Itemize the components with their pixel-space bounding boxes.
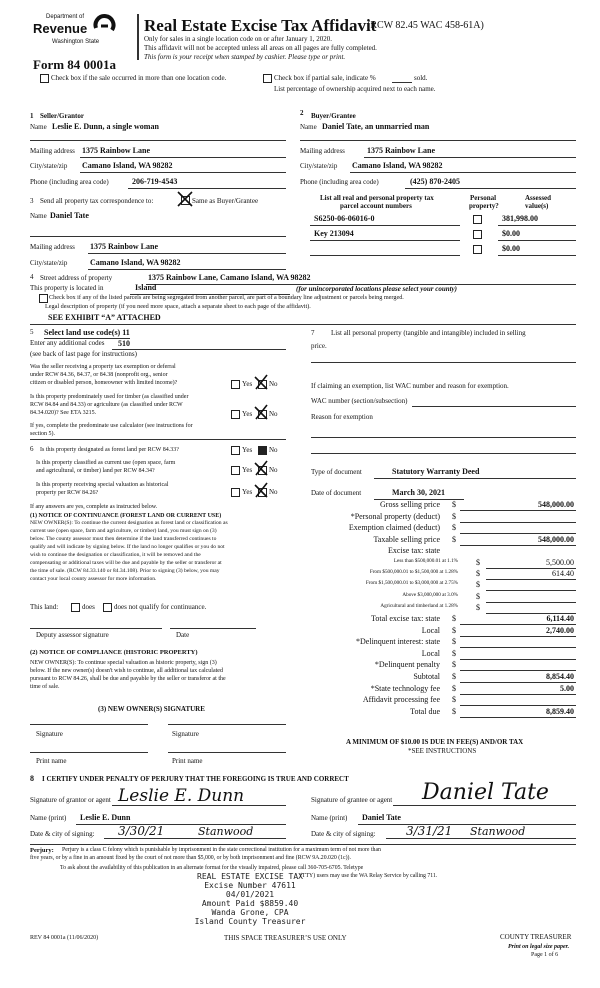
historic-no-check-mark-icon <box>253 481 269 499</box>
grantee-signature-line <box>393 805 576 806</box>
county-treasurer-label: COUNTY TREASURER <box>500 933 572 941</box>
current-use-no-check-mark-icon <box>253 459 269 477</box>
new-owner-print-label-2: Print name <box>172 757 203 765</box>
continuance-text-7: the time of sale. (RCW 84.33.140 or 84.34.108). Prior to signing (3) below, you may <box>30 568 220 574</box>
calc-row-label: Total due <box>410 706 440 716</box>
perjury-certification: I CERTIFY UNDER PENALTY OF PERJURY THAT THE FOREGOING IS TRUE AND CORRECT <box>42 775 349 783</box>
calc-row-label: Less than $500,000.01 at 1.1% <box>393 558 458 564</box>
header-divider <box>137 14 139 60</box>
grantee-date-city-line <box>386 838 576 839</box>
dollar-sign: $ <box>452 523 456 533</box>
dollar-sign: $ <box>476 569 480 579</box>
personal-property-checkbox[interactable] <box>473 245 482 254</box>
buyer-phone-rule <box>405 188 576 189</box>
seller-rule <box>30 140 286 141</box>
calc-row-value[interactable]: 548,000.00 <box>538 534 574 544</box>
buyer-heading: Buyer/Grantee <box>311 112 356 120</box>
personal-property-label-1: List all personal property (tangible and intangible) included in selling <box>331 329 526 337</box>
stamp-line: 04/01/2021 <box>225 890 275 899</box>
additional-codes[interactable]: 510 <box>118 339 130 348</box>
calc-row-line <box>460 636 576 637</box>
dollar-sign: $ <box>452 706 456 716</box>
seller-phone-rule <box>128 188 286 189</box>
calc-row-line <box>460 717 576 718</box>
continuance-text-5: wish to continue the designation or classification, it will be removed and the <box>30 552 201 558</box>
does-not-qualify-checkbox[interactable] <box>103 603 112 612</box>
new-owner-print-line-2 <box>168 752 286 753</box>
calc-row-line <box>486 579 576 580</box>
exemption-question-3: citizen or disabled person, homeowner with limited income)? <box>30 380 178 386</box>
segregated-checkbox[interactable] <box>39 294 48 303</box>
section8-num: 8 <box>30 774 34 783</box>
parcels-col3-header-2: value(s) <box>525 202 549 210</box>
document-type-line <box>374 478 576 479</box>
new-owner-signature-heading: (3) NEW OWNER(S) SIGNATURE <box>98 705 205 713</box>
buyer-num: 2 <box>300 109 304 117</box>
exemption-no-check-mark-icon <box>253 373 269 391</box>
forest-yes-checkbox[interactable] <box>231 446 240 455</box>
calc-row-line <box>460 624 576 625</box>
stamp-line: Amount Paid $8859.40 <box>201 899 299 908</box>
partial-sale-checkbox[interactable] <box>263 74 272 83</box>
dollar-sign: $ <box>476 602 480 612</box>
section7-num: 7 <box>311 329 315 337</box>
dollar-sign: $ <box>452 614 456 623</box>
grantee-signature-label: Signature of grantee or agent <box>311 796 393 804</box>
calc-row-value[interactable]: 6,114.40 <box>546 614 574 623</box>
parcels-col2-header-1: Personal <box>470 194 497 202</box>
calc-row-label: *State technology fee <box>370 683 440 693</box>
dollar-sign: $ <box>452 511 456 521</box>
buyer-phone-label: Phone (including area code) <box>300 178 379 186</box>
section3-city-rule <box>88 269 286 270</box>
see-instructions-note: *SEE INSTRUCTIONS <box>408 747 477 755</box>
parcel-value-rule <box>498 225 576 226</box>
seller-name-label: Name <box>30 123 47 131</box>
exemption-reason-line <box>311 437 576 438</box>
exemption-question-2: under RCW 84.36, 84.37, or 84.38 (nonprofit org., senior <box>30 372 168 378</box>
personal-property-checkbox[interactable] <box>473 215 482 224</box>
dollar-sign: $ <box>452 534 456 544</box>
exemption-yes-label: Yes <box>242 380 253 388</box>
dor-swoosh-icon <box>92 14 116 36</box>
section3-city-label: City/state/zip <box>30 259 68 267</box>
historic-text-4: time of sale. <box>30 684 60 690</box>
document-type-label: Type of document <box>311 468 362 476</box>
perjury-label: Perjury: <box>30 847 54 854</box>
calc-row-label: Total excise tax: state <box>371 614 440 623</box>
calc-row-line <box>460 659 576 660</box>
wac-number-label: WAC number (section/subsection) <box>311 397 408 405</box>
forest-yes-label: Yes <box>242 446 253 454</box>
exhibit-attached: SEE EXHIBIT “A” ATTACHED <box>48 313 161 322</box>
exemption-reason-line-2 <box>311 453 576 454</box>
continuance-text-1: NEW OWNER(S): To continue the current designation as forest land or classification as <box>30 520 228 526</box>
dollar-sign: $ <box>452 637 456 647</box>
current-use-question-2: and agricultural, or timber) land per RCW 84.34? <box>36 468 155 474</box>
grantee-date[interactable]: 3/31/21 <box>406 824 453 838</box>
grantor-print-label: Name (print) <box>30 814 67 822</box>
exemption-reason-label: Reason for exemption <box>311 413 373 421</box>
grantee-print-line <box>358 824 576 825</box>
document-date-label: Date of document <box>311 489 362 497</box>
does-qualify-label: does <box>82 603 95 611</box>
dollar-sign: $ <box>476 558 480 567</box>
grantee-city[interactable]: Stanwood <box>470 825 526 838</box>
parcel-number[interactable]: S6250-06-06016-0 <box>314 214 375 223</box>
grantor-date-city-line <box>104 838 286 839</box>
additional-codes-rule <box>112 349 286 350</box>
historic-yes-label: Yes <box>242 488 253 496</box>
legal-paper-note: Print on legal size paper. <box>508 944 570 950</box>
section3-name[interactable]: Daniel Tate <box>50 211 89 220</box>
grantor-print-line <box>76 824 286 825</box>
land-use-code[interactable]: Select land use code(s) 11 <box>44 328 130 337</box>
partial-sale-sold: sold. <box>414 74 428 82</box>
multi-location-label: Check box if the sale occurred in more than one location code. <box>51 74 227 82</box>
seller-mailing-label: Mailing address <box>30 147 75 155</box>
calc-row-label: From $1,500,000.01 to $3,000,000 at 2.75% <box>365 580 458 587</box>
dor-logo-line3: Washington State <box>52 39 100 45</box>
section3-mailing[interactable]: 1375 Rainbow Lane <box>90 242 159 251</box>
dollar-sign: $ <box>452 695 456 705</box>
calc-row-value[interactable]: 5.00 <box>560 683 574 693</box>
grantor-date-city-label: Date & city of signing: <box>30 830 95 838</box>
multi-location-checkbox[interactable] <box>40 74 49 83</box>
located-in[interactable]: Island <box>135 283 157 292</box>
calc-row-value[interactable]: 5,500.00 <box>546 558 574 567</box>
seller-city-rule <box>80 172 286 173</box>
continuance-text-4: qualify and will indicate by signing below. If the land no longer qualifies or you do not <box>30 544 225 550</box>
calc-row-line <box>460 694 576 695</box>
section3-label: Send all property tax correspondence to: <box>40 197 154 205</box>
buyer-name[interactable]: Daniel Tate, an unmarried man <box>322 122 430 131</box>
parcel-assessed-value[interactable]: 381,998.00 <box>502 214 538 223</box>
historic-question-1: Is this property receiving special valuation as historical <box>36 482 169 488</box>
continuance-text-2: current use (open space, farm and agriculture, or timber) land, you must sign on (3) <box>30 528 217 534</box>
personal-property-checkbox[interactable] <box>473 230 482 239</box>
current-use-no-label: No <box>269 466 278 474</box>
parcel-rule <box>310 225 460 226</box>
section4-rule <box>30 324 576 325</box>
seller-mailing-rule <box>80 157 286 158</box>
buyer-name-label: Name <box>300 123 317 131</box>
this-land-label: This land: <box>30 603 59 611</box>
street-address-label: Street address of property <box>40 274 113 282</box>
accessibility-note-2: (TTY) users may use the WA Relay Service by calling 711. <box>300 873 438 879</box>
wac-number-line <box>412 406 576 407</box>
perjury-text-1: Perjury is a class C felony which is punishable by imprisonment in the state correctional institution for a maximum term of not more than <box>62 847 381 853</box>
calc-row-label: Local <box>421 625 440 635</box>
deputy-signature-line <box>30 628 162 629</box>
parcel-value-rule <box>498 240 576 241</box>
dollar-sign: $ <box>452 683 456 693</box>
buyer-city-label: City/state/zip <box>300 162 338 170</box>
new-owner-signature-label-2: Signature <box>172 730 199 738</box>
calc-row-label: Local <box>421 648 440 658</box>
timber-no-check-mark-icon <box>253 403 269 421</box>
buyer-mailing-rule <box>364 157 576 158</box>
new-owner-signature-line-1 <box>30 724 148 725</box>
header-note-2: This affidavit will not be accepted unless all areas on all pages are fully completed. <box>144 44 377 52</box>
dollar-sign: $ <box>452 648 456 658</box>
new-owner-print-label-1: Print name <box>36 757 67 765</box>
deputy-date-label: Date <box>176 631 190 639</box>
calc-row-label: *Personal property (deduct) <box>350 511 440 521</box>
calculator-note-1: If yes, complete the predominate use calculator (see instructions for <box>30 423 193 429</box>
form-title: Real Estate Excise Tax Affidavit <box>144 16 377 35</box>
dor-logo <box>30 12 120 52</box>
seller-name[interactable]: Leslie E. Dunn, a single woman <box>52 122 159 131</box>
section3-name-label: Name <box>30 212 47 220</box>
historic-text-3: pursuant to RCW 84.26, shall be due and payable by the seller or transferor at the <box>30 676 226 682</box>
section4-num: 4 <box>30 273 34 281</box>
grantee-print-label: Name (print) <box>311 814 348 822</box>
calc-row-label: Taxable selling price <box>373 534 440 544</box>
grantor-date[interactable]: 3/30/21 <box>118 824 165 838</box>
calc-row-line <box>460 522 576 523</box>
buyer-mailing[interactable]: 1375 Rainbow Lane <box>367 146 436 155</box>
grantor-signature[interactable]: Leslie E. Dunn <box>118 786 245 806</box>
treasurer-use-label: THIS SPACE TREASURER’S USE ONLY <box>224 934 347 942</box>
seller-num: 1 <box>30 112 34 120</box>
new-owner-signature-label-1: Signature <box>36 730 63 738</box>
dollar-sign: $ <box>452 660 456 670</box>
dollar-sign: $ <box>476 591 480 601</box>
form-number: Form 84 0001a <box>33 57 117 72</box>
partial-sale-label: Check box if partial sale, indicate % <box>274 74 376 82</box>
section3-mailing-rule <box>88 253 286 254</box>
continuance-text-3: below. The county assessor must then determine if the land transferred continues to <box>30 536 217 542</box>
excise-tax-state-label: Excise tax: state <box>388 546 440 556</box>
revision-label: REV 84 0001a (11/06/2020) <box>30 935 99 941</box>
buyer-city[interactable]: Camano Island, WA 98282 <box>352 161 443 170</box>
exemption-no-label: No <box>269 380 278 388</box>
grantee-print-name[interactable]: Daniel Tate <box>362 813 401 822</box>
calc-row-value[interactable]: 548,000.00 <box>538 500 574 509</box>
seller-mailing[interactable]: 1375 Rainbow Lane <box>82 146 151 155</box>
grantor-city[interactable]: Stanwood <box>198 825 254 838</box>
parcels-col1-header-1: List all real and personal property tax <box>320 194 434 202</box>
treasurer-stamp <box>150 872 350 926</box>
timber-yes-label: Yes <box>242 410 253 418</box>
located-in-label: This property is located in <box>30 284 104 292</box>
stamp-line: Wanda Grone, CPA <box>211 908 289 917</box>
continuance-text-8: contact your local county assessor for more information. <box>30 576 157 582</box>
footer-rule <box>30 844 576 845</box>
seller-city-label: City/state/zip <box>30 162 68 170</box>
accessibility-note: To ask about the availability of this publication in an alternate format for the visually impaired, please call 360-705-6705. Teletype <box>60 865 364 871</box>
section3-num: 3 <box>30 197 34 205</box>
street-address[interactable]: 1375 Rainbow Lane, Camano Island, WA 98282 <box>148 273 311 282</box>
timber-question-3: 84.34.020)? See ETA 3215. <box>30 410 97 416</box>
grantee-date-city-label: Date & city of signing: <box>311 830 376 838</box>
ownership-percentage-note: List percentage of ownership acquired next to each name. <box>274 85 436 93</box>
calc-row-label: Agricultural and timberland at 1.28% <box>380 602 458 609</box>
calc-row-label: From $500,000.01 to $1,500,000 at 1.28% <box>369 569 458 576</box>
dollar-sign: $ <box>452 672 456 681</box>
dollar-sign: $ <box>452 625 456 635</box>
header-note-1: Only for sales in a single location code on or after January 1, 2020. <box>144 35 332 43</box>
calc-row-line <box>460 545 576 546</box>
stamp-line: Island County Treasurer <box>194 917 306 926</box>
parcel-rule <box>310 240 460 241</box>
does-qualify-checkbox[interactable] <box>71 603 80 612</box>
personal-property-line <box>311 362 576 363</box>
historic-yes-checkbox[interactable] <box>231 488 240 497</box>
calc-row-label: Subtotal <box>413 672 440 681</box>
current-use-yes-checkbox[interactable] <box>231 466 240 475</box>
forest-land-question: Is this property designated as forest land per RCW 84.33? <box>40 447 179 453</box>
parcel-rule <box>310 255 460 256</box>
calc-row-value[interactable]: 8,854.40 <box>546 672 574 681</box>
form-title-ref: (RCW 82.45 WAC 458-61A) <box>367 20 484 31</box>
historic-text-1: NEW OWNER(S): To continue special valuation as historic property, sign (3) <box>30 660 217 666</box>
calc-row-value[interactable]: 2,740.00 <box>546 625 574 635</box>
calc-row-label: Above $3,000,000 at 3.0% <box>402 591 458 598</box>
calc-row-value[interactable]: 614.40 <box>552 569 574 579</box>
seller-city[interactable]: Camano Island, WA 98282 <box>82 161 173 170</box>
section5-num: 5 <box>30 328 34 336</box>
buyer-phone[interactable]: (425) 870-2405 <box>410 177 460 186</box>
exemption-yes-checkbox[interactable] <box>231 380 240 389</box>
timber-question-2: RCW 84.84 and 84.33) or agriculture (as classified under RCW <box>30 402 183 408</box>
calc-row-label: Exemption claimed (deduct) <box>348 523 440 533</box>
continuance-text-6: compensating or additional taxes will be due and payable by the seller or transferor at <box>30 560 222 566</box>
new-owner-signature-line-2 <box>168 724 286 725</box>
calc-row-line <box>460 682 576 683</box>
calc-row-line <box>460 647 576 648</box>
personal-property-label-2: price. <box>311 342 327 350</box>
historic-text-2: below. If the new owner(s) doesn't wish to continue, all additional tax calculated <box>30 668 223 674</box>
dor-logo-line2: Revenue <box>33 21 88 36</box>
perjury-text-2: five years, or by a fine in an amount fixed by the court of not more than $5,000, or by both imprisonment and fine (RCW 9A.20.020 (1c)). <box>30 855 351 861</box>
parcels-col2-header-2: property? <box>469 202 499 210</box>
same-as-buyer-label: Same as Buyer/Grantee <box>192 197 259 205</box>
timber-question-1: Is this property predominately used for timber (as classified under <box>30 394 189 400</box>
parcel-value-rule <box>498 255 576 256</box>
parcel-assessed-value[interactable]: $0.00 <box>502 229 520 238</box>
calc-row-line <box>486 602 576 603</box>
grantee-signature[interactable]: Daniel Tate <box>422 780 549 805</box>
exemption-claim-label: If claiming an exemption, list WAC number and reason for exemption. <box>311 382 509 390</box>
buyer-mailing-label: Mailing address <box>300 147 345 155</box>
partial-sale-percent-field[interactable] <box>392 82 412 83</box>
current-use-yes-label: Yes <box>242 466 253 474</box>
calculator-note-2: section 5). <box>30 431 55 437</box>
parcels-col1-header-2: parcel account numbers <box>340 202 412 210</box>
historic-heading: (2) NOTICE OF COMPLIANCE (HISTORIC PROPERTY) <box>30 649 198 656</box>
calc-row-label: Gross selling price <box>380 500 440 509</box>
grantor-signature-label: Signature of grantor or agent <box>30 796 111 804</box>
stamp-line: Excise Number 47611 <box>204 881 296 890</box>
timber-no-label: No <box>269 410 278 418</box>
unincorporated-note: (for unincorporated locations please select your county) <box>296 285 457 293</box>
header-note-3: This form is your receipt when stamped by cashier. Please type or print. <box>144 53 346 61</box>
dollar-sign: $ <box>452 500 456 509</box>
seller-phone-label: Phone (including area code) <box>30 178 109 186</box>
dollar-sign: $ <box>476 580 480 590</box>
timber-yes-checkbox[interactable] <box>231 410 240 419</box>
exemption-question-1: Was the seller receiving a property tax exemption or deferral <box>30 364 176 370</box>
additional-codes-label: Enter any additional codes <box>30 339 105 347</box>
historic-question-2: property per RCW 84.26? <box>36 490 99 496</box>
current-use-question-1: Is this property classified as current use (open space, farm <box>36 460 176 466</box>
stamp-line: REAL ESTATE EXCISE TAX <box>197 872 303 881</box>
deputy-signature-label: Deputy assessor signature <box>36 631 109 639</box>
buyer-city-rule <box>350 172 576 173</box>
calc-row-line <box>486 590 576 591</box>
forest-no-label: No <box>269 446 278 454</box>
grantor-print-name[interactable]: Leslie E. Dunn <box>80 813 131 822</box>
does-not-qualify-label: does not qualify for continuance. <box>114 603 207 611</box>
section3-name-rule <box>30 236 286 237</box>
calc-row-label: *Delinquent penalty <box>374 660 440 670</box>
parcels-col3-header-1: Assessed <box>525 194 552 202</box>
document-date[interactable]: March 30, 2021 <box>392 488 445 497</box>
dor-logo-line1: Department of <box>46 14 85 20</box>
seller-phone[interactable]: 206-719-4543 <box>132 177 178 186</box>
calc-row-label: Affidavit processing fee <box>362 695 440 705</box>
continuance-heading: (1) NOTICE OF CONTINUANCE (FOREST LAND OR CURRENT USE) <box>30 513 222 519</box>
page-number: Page 1 of 6 <box>531 952 559 958</box>
section3-mailing-label: Mailing address <box>30 243 75 251</box>
buyer-rule <box>300 140 576 141</box>
section6-num: 6 <box>30 445 34 453</box>
legal-description-label: Legal description of property (if you need more space, attach a separate sheet to each page of the affidavit). <box>45 303 311 310</box>
calc-row-line <box>460 510 576 511</box>
parcel-number[interactable]: Key 213094 <box>314 229 354 238</box>
deputy-date-line <box>170 628 256 629</box>
minimum-fee-note: A MINIMUM OF $10.00 IS DUE IN FEE(S) AND/OR TAX <box>346 738 524 746</box>
document-type[interactable]: Statutory Warranty Deed <box>392 467 480 476</box>
section5-rule <box>30 439 286 440</box>
answers-yes-note: If any answers are yes, complete as instructed below. <box>30 504 158 510</box>
segregated-label: Check box if any of the listed parcels are being segregated from another parcel, are part of a boundary line adjustment or parcels being merged. <box>49 294 404 301</box>
calc-row-value[interactable]: 8,859.40 <box>546 706 574 716</box>
parcel-assessed-value[interactable]: $0.00 <box>502 244 520 253</box>
seller-heading: Seller/Grantor <box>40 112 84 120</box>
historic-no-label: No <box>269 488 278 496</box>
calc-row-label: *Delinquent interest: state <box>356 637 440 647</box>
see-back-note: (see back of last page for instructions) <box>30 350 137 358</box>
new-owner-print-line-1 <box>30 752 148 753</box>
forest-no-checkbox[interactable] <box>258 446 267 455</box>
section3-city[interactable]: Camano Island, WA 98282 <box>90 258 181 267</box>
